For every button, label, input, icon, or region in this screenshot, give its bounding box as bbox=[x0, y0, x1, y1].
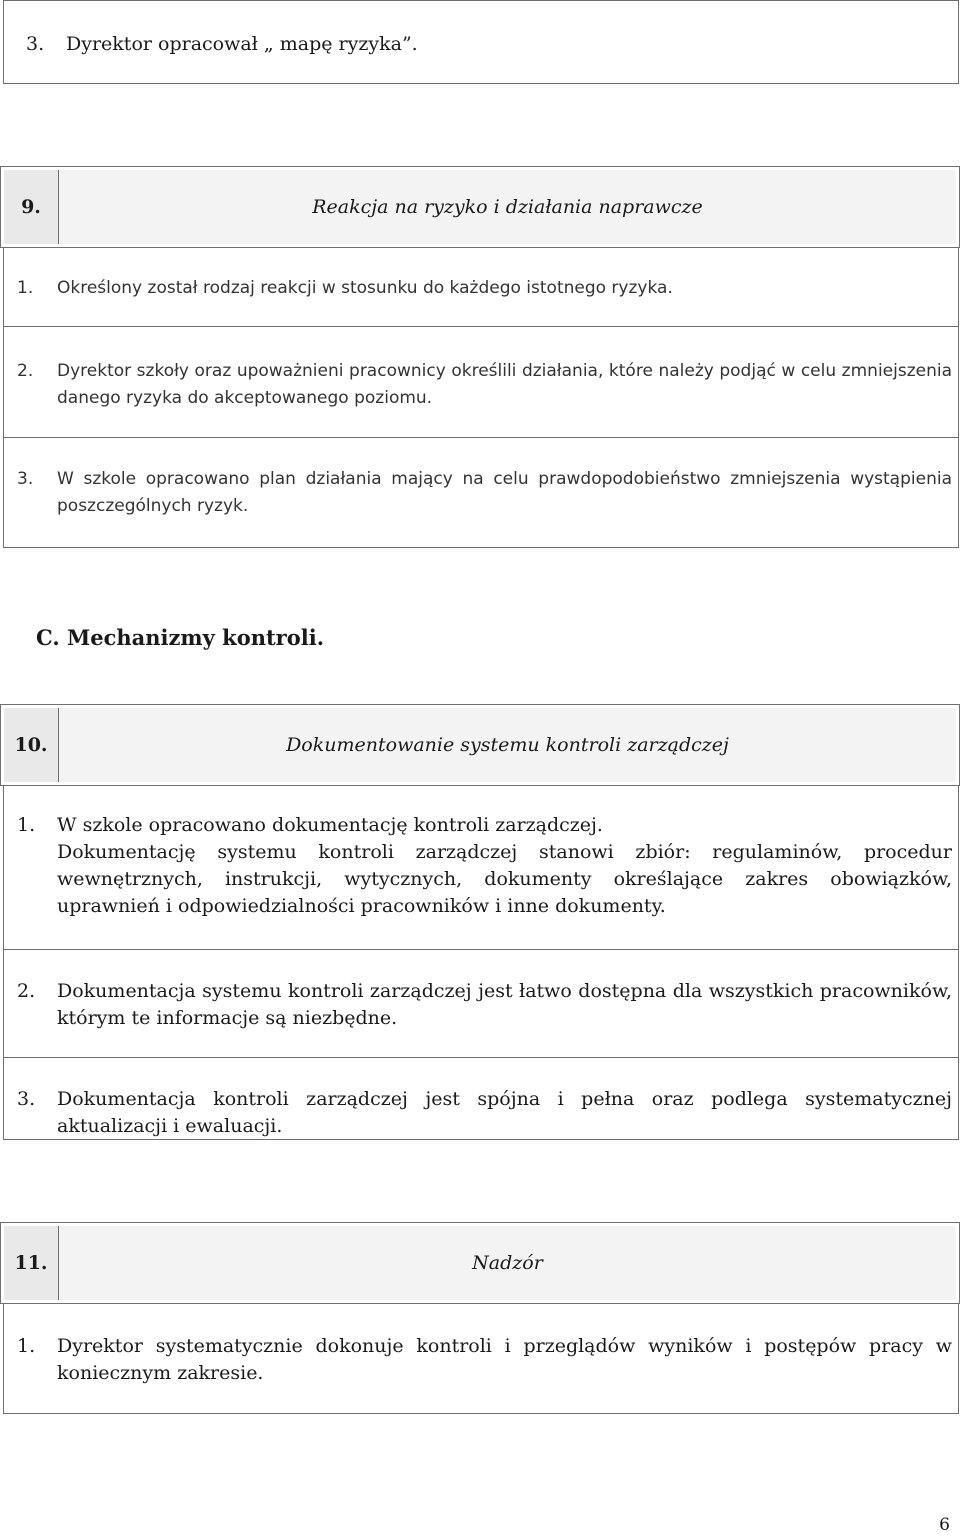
s10-item-3 bbox=[3, 1058, 959, 1140]
item-text-continued: Dokumentację systemu kontroli zarządczej stanowi zbiór: regulaminów, procedur wewnętrznych, instrukcji, wytycznych, dokumenty określające zakres obowiązków, uprawnień i odpowiedzialności pracowników i inne dokumenty. bbox=[57, 841, 952, 917]
page-number: 6 bbox=[939, 1515, 950, 1535]
item-number: 1. bbox=[17, 814, 36, 836]
item-number: 1. bbox=[17, 278, 34, 298]
item-number: 1. bbox=[17, 1335, 36, 1357]
section-11-header bbox=[0, 1222, 960, 1304]
item-number: 2. bbox=[17, 980, 36, 1002]
s11-item-1 bbox=[3, 1304, 959, 1414]
section-number: 9. bbox=[4, 170, 59, 244]
section-title: Dokumentowanie systemu kontroli zarządczej bbox=[59, 708, 956, 782]
top-item-box bbox=[3, 0, 959, 84]
item-text: Dyrektor systematycznie dokonuje kontroli i przeglądów wyników i postępów pracy w koniecznym zakresie. bbox=[57, 1335, 952, 1384]
s9-item-3 bbox=[3, 438, 959, 548]
section-c-heading: C. Mechanizmy kontroli. bbox=[36, 625, 325, 650]
s10-item-1 bbox=[3, 786, 959, 950]
section-title: Nadzór bbox=[59, 1226, 956, 1300]
item-number: 3. bbox=[17, 1088, 36, 1110]
item-text: W szkole opracowano dokumentację kontroli zarządczej. bbox=[57, 814, 603, 836]
section-number: 11. bbox=[4, 1226, 59, 1300]
item-text: Dyrektor szkoły oraz upoważnieni pracownicy określili działania, które należy podjąć w celu zmniejszenia danego ryzyka do akceptowanego poziomu. bbox=[57, 361, 952, 408]
item-text: W szkole opracowano plan działania mający na celu prawdopodobieństwo zmniejszenia wystąpienia poszczególnych ryzyk. bbox=[57, 469, 952, 516]
s10-item-2 bbox=[3, 950, 959, 1058]
section-number: 10. bbox=[4, 708, 59, 782]
item-number: 3. bbox=[26, 33, 45, 55]
item-text: Dokumentacja systemu kontroli zarządczej jest łatwo dostępna dla wszystkich pracowników, którym te informacje są niezbędne. bbox=[57, 980, 952, 1029]
section-10-header bbox=[0, 704, 960, 786]
item-number: 3. bbox=[17, 469, 34, 489]
item-text: Określony został rodzaj reakcji w stosunku do każdego istotnego ryzyka. bbox=[57, 278, 673, 298]
section-title: Reakcja na ryzyko i działania naprawcze bbox=[59, 170, 956, 244]
item-number: 2. bbox=[17, 361, 34, 381]
s9-item-2 bbox=[3, 327, 959, 438]
s9-item-1 bbox=[3, 248, 959, 327]
item-text: Dokumentacja kontroli zarządczej jest spójna i pełna oraz podlega systematycznej aktualizacji i ewaluacji. bbox=[57, 1088, 952, 1137]
item-text: Dyrektor opracował „ mapę ryzyka”. bbox=[66, 33, 418, 55]
section-9-header bbox=[0, 166, 960, 248]
